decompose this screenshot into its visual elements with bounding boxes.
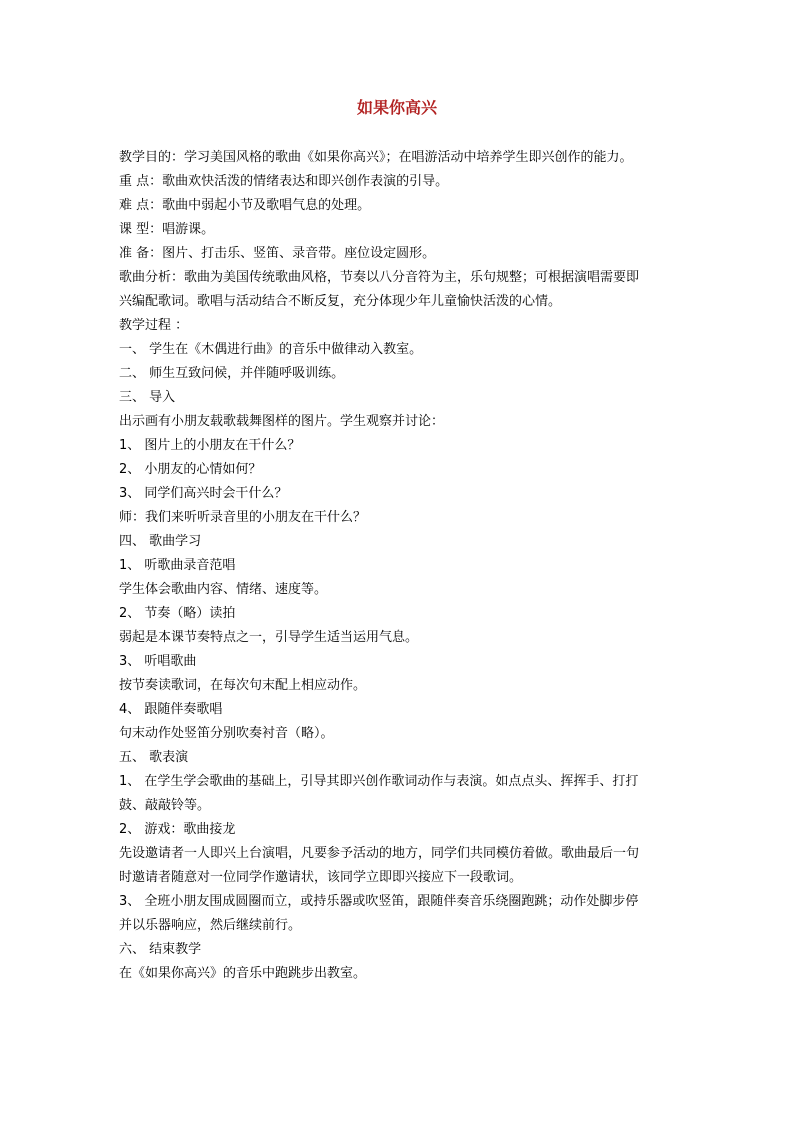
text-line: 先设邀请者一人即兴上台演唱，凡要参予活动的地方，同学们共同模仿着做。歌曲最后一句: [119, 846, 640, 861]
text-line: 一、 学生在《木偶进行曲》的音乐中做律动入教室。: [119, 342, 423, 357]
text-line: 并以乐器响应，然后继续前行。: [119, 918, 302, 933]
text-line: 教学目的：学习美国风格的歌曲《如果你高兴》；在唱游活动中培养学生即兴创作的能力。: [119, 150, 633, 165]
text-line: 出示画有小朋友载歌载舞图样的图片。学生观察并讨论：: [119, 414, 445, 429]
text-line: 句末动作处竖笛分别吹奏衬音（略）。: [119, 726, 334, 741]
text-line: 按节奏读歌词，在每次句末配上相应动作。: [119, 678, 367, 693]
document-body: [119, 146, 679, 986]
text-line: 教学过程 ：: [119, 318, 189, 333]
text-line: 3、 全班小朋友围成圆圈而立，或持乐器或吹竖笛，跟随伴奏音乐绕圈跑跳；动作处脚步停: [119, 894, 639, 909]
text-line: 学生体会歌曲内容、情绪、速度等。: [119, 582, 328, 597]
text-line: 2、 节奏（略）读拍: [119, 606, 236, 621]
text-line: 3、 同学们高兴时会干什么？: [119, 486, 288, 501]
text-line: 难 点：歌曲中弱起小节及歌唱气息的处理。: [119, 198, 371, 213]
text-line: 歌曲分析：歌曲为美国传统歌曲风格，节奏以八分音符为主，乐句规整；可根据演唱需要即: [119, 270, 640, 285]
text-line: 在《如果你高兴》的音乐中跑跳步出教室。: [119, 966, 367, 981]
text-line: 4、 跟随伴奏歌唱: [119, 702, 223, 717]
text-line: 课 型：唱游课。: [119, 222, 215, 237]
text-line: 2、 小朋友的心情如何？: [119, 462, 262, 477]
text-line: 1、 在学生学会歌曲的基础上，引导其即兴创作歌词动作与表演。如点点头、挥挥手、打打: [119, 774, 639, 789]
text-line: 准 备：图片、打击乐、竖笛、录音带。座位设定圆形。: [119, 246, 436, 261]
text-line: 六、 结束教学: [119, 942, 202, 957]
text-line: 弱起是本课节奏特点之一，引导学生适当运用气息。: [119, 630, 419, 645]
text-line: 二、 师生互致问候，并伴随呼吸训练。: [119, 366, 345, 381]
text-line: 2、 游戏：歌曲接龙: [119, 822, 236, 837]
text-line: 师：我们来听听录音里的小朋友在干什么？: [119, 510, 367, 525]
text-line: 3、 听唱歌曲: [119, 654, 197, 669]
page-title: 如果你高兴: [356, 98, 437, 117]
text-line: 重 点：歌曲欢快活泼的情绪表达和即兴创作表演的引导。: [119, 174, 449, 189]
text-line: 三、 导入: [119, 390, 176, 405]
text-line: 兴编配歌词。歌唱与活动结合不断反复，充分体现少年儿童愉快活泼的心情。: [119, 294, 562, 309]
text-line: 四、 歌曲学习: [119, 534, 202, 549]
text-line: 鼓、敲敲铃等。: [119, 798, 211, 813]
text-line: 1、 图片上的小朋友在干什么？: [119, 438, 301, 453]
text-line: 1、 听歌曲录音范唱: [119, 558, 236, 573]
text-line: 时邀请者随意对一位同学作邀请状，该同学立即即兴接应下一段歌词。: [119, 870, 523, 885]
text-line: 五、 歌表演: [119, 750, 189, 765]
